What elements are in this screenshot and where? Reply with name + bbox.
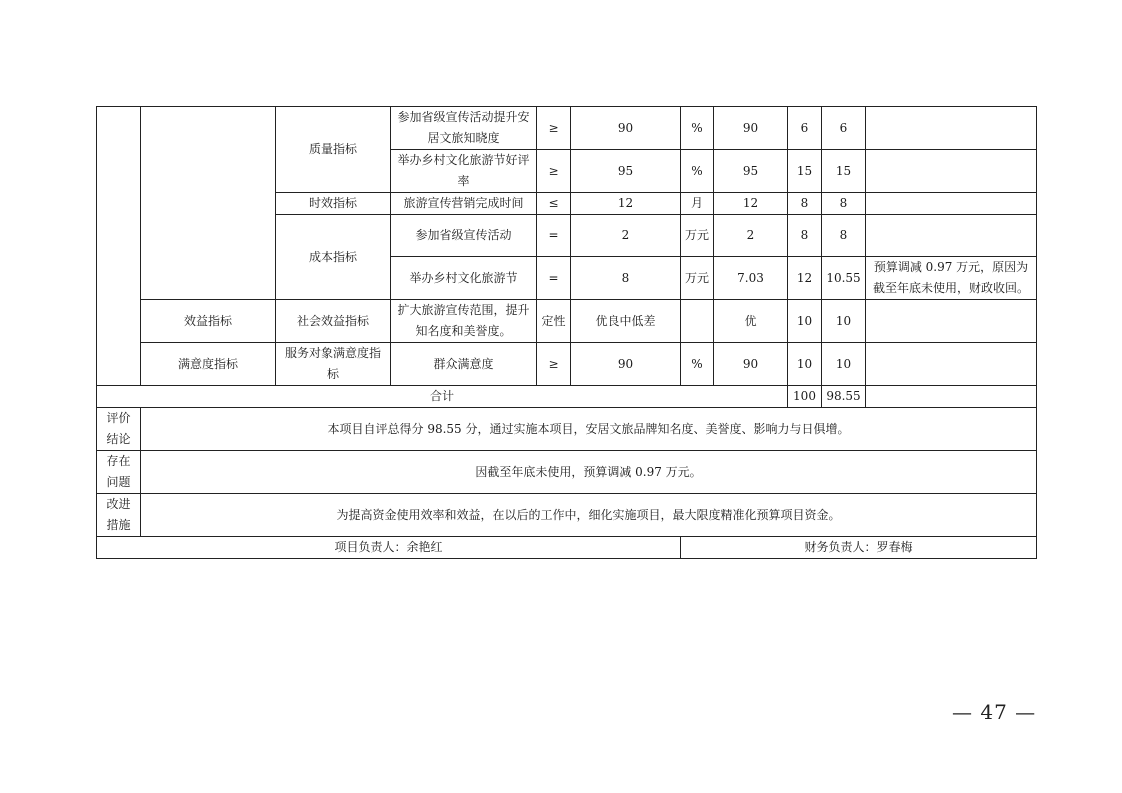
unit: 月	[681, 193, 714, 215]
score: 8	[822, 215, 866, 257]
actual-value: 95	[714, 150, 788, 193]
blank-level2-cell	[141, 107, 276, 300]
deviation-note	[866, 215, 1037, 257]
problems-text: 因截至年底未使用，预算调减 0.97 万元。	[141, 451, 1037, 494]
unit: %	[681, 150, 714, 193]
target-value: 2	[571, 215, 681, 257]
target-value: 8	[571, 257, 681, 300]
indicator-name: 群众满意度	[391, 343, 537, 386]
target-value: 90	[571, 343, 681, 386]
indicator-type-cost: 成本指标	[276, 215, 391, 300]
score: 10.55	[822, 257, 866, 300]
actual-value: 90	[714, 343, 788, 386]
table-row	[97, 300, 1037, 343]
weight: 8	[788, 193, 822, 215]
actual-value: 7.03	[714, 257, 788, 300]
score: 6	[822, 107, 866, 150]
problems-label: 存在问题	[97, 451, 141, 494]
signoff-row	[97, 537, 1037, 559]
score: 10	[822, 300, 866, 343]
deviation-note	[866, 343, 1037, 386]
actual-value: 2	[714, 215, 788, 257]
comparison-operator: ≤	[537, 193, 571, 215]
target-value: 90	[571, 107, 681, 150]
comparison-operator: ≥	[537, 150, 571, 193]
evaluation-row	[97, 408, 1037, 451]
unit: %	[681, 107, 714, 150]
score: 15	[822, 150, 866, 193]
total-label: 合计	[97, 386, 788, 408]
unit: %	[681, 343, 714, 386]
score: 8	[822, 193, 866, 215]
weight: 15	[788, 150, 822, 193]
page-number: — 47 —	[952, 700, 1037, 724]
total-score: 98.55	[822, 386, 866, 408]
unit: 万元	[681, 215, 714, 257]
problems-row	[97, 451, 1037, 494]
level2-benefit: 效益指标	[141, 300, 276, 343]
indicator-type-social-benefit: 社会效益指标	[276, 300, 391, 343]
indicator-name: 举办乡村文化旅游节好评率	[391, 150, 537, 193]
indicator-type-quality: 质量指标	[276, 107, 391, 193]
project-lead: 项目负责人：余艳红	[97, 537, 681, 559]
comparison-operator: ≥	[537, 107, 571, 150]
table-row	[97, 343, 1037, 386]
weight: 6	[788, 107, 822, 150]
indicator-name: 举办乡村文化旅游节	[391, 257, 537, 300]
indicator-name: 参加省级宣传活动	[391, 215, 537, 257]
deviation-note: 预算调减 0.97 万元，原因为截至年底未使用，财政收回。	[866, 257, 1037, 300]
improvements-text: 为提高资金使用效率和效益，在以后的工作中，细化实施项目，最大限度精准化预算项目资金。	[141, 494, 1037, 537]
deviation-note	[866, 193, 1037, 215]
deviation-note	[866, 150, 1037, 193]
finance-lead: 财务负责人：罗春梅	[681, 537, 1037, 559]
indicator-type-timeliness: 时效指标	[276, 193, 391, 215]
unit: 万元	[681, 257, 714, 300]
performance-table	[96, 106, 1037, 559]
total-row	[97, 386, 1037, 408]
actual-value: 90	[714, 107, 788, 150]
deviation-note	[866, 300, 1037, 343]
deviation-note	[866, 107, 1037, 150]
weight: 10	[788, 343, 822, 386]
weight: 10	[788, 300, 822, 343]
improvements-row	[97, 494, 1037, 537]
evaluation-text: 本项目自评总得分 98.55 分，通过实施本项目，安居文旅品牌知名度、美誉度、影响力与日俱增。	[141, 408, 1037, 451]
comparison-operator: ≥	[537, 343, 571, 386]
target-value: 12	[571, 193, 681, 215]
indicator-name: 扩大旅游宣传范围，提升知名度和美誉度。	[391, 300, 537, 343]
total-note	[866, 386, 1037, 408]
weight: 8	[788, 215, 822, 257]
target-value: 95	[571, 150, 681, 193]
indicator-type-service-satisfaction: 服务对象满意度指标	[276, 343, 391, 386]
indicator-name: 旅游宣传营销完成时间	[391, 193, 537, 215]
score: 10	[822, 343, 866, 386]
total-weight: 100	[788, 386, 822, 408]
level2-satisfaction: 满意度指标	[141, 343, 276, 386]
comparison-operator: =	[537, 257, 571, 300]
evaluation-label: 评价结论	[97, 408, 141, 451]
actual-value: 优	[714, 300, 788, 343]
comparison-operator: =	[537, 215, 571, 257]
actual-value: 12	[714, 193, 788, 215]
target-value: 优良中低差	[571, 300, 681, 343]
comparison-operator: 定性	[537, 300, 571, 343]
indicator-name: 参加省级宣传活动提升安居文旅知晓度	[391, 107, 537, 150]
blank-level1-cell	[97, 107, 141, 386]
improvements-label: 改进措施	[97, 494, 141, 537]
weight: 12	[788, 257, 822, 300]
table-row	[97, 107, 1037, 150]
unit	[681, 300, 714, 343]
